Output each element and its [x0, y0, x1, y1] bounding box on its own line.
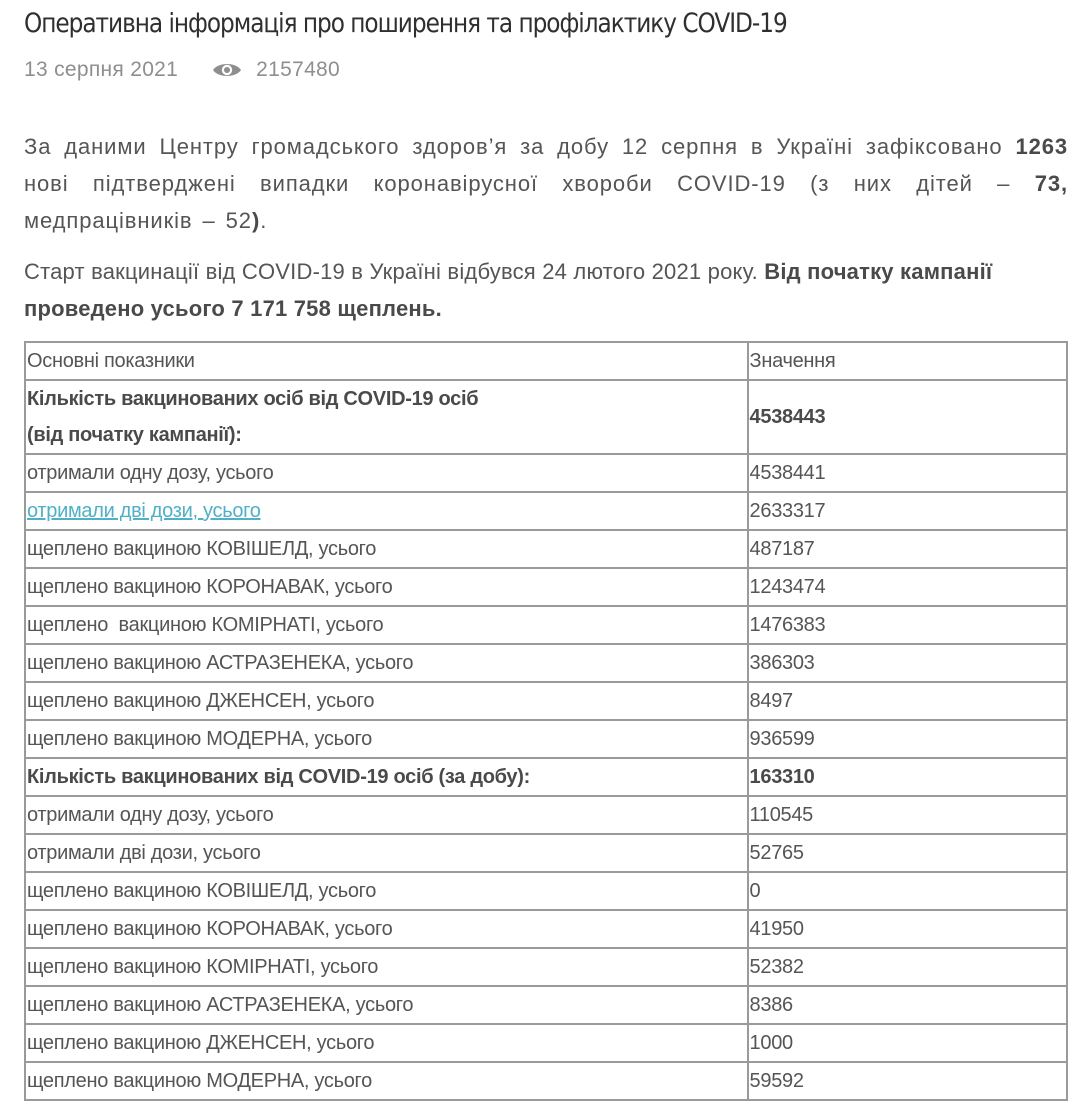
- publish-date: 13 серпня 2021: [24, 58, 179, 81]
- row-label: щеплено вакциною КОВІШЕЛД, усього: [25, 530, 748, 568]
- row-label: щеплено вакциною АСТРАЗЕНЕКА, усього: [25, 986, 748, 1024]
- row-label: щеплено вакциною КОМІРНАТІ, усього: [25, 606, 748, 644]
- row-value: 487187: [748, 530, 1067, 568]
- row-label: отримали одну дозу, усього: [25, 796, 748, 834]
- table-row: [25, 682, 1067, 720]
- section-label: [25, 380, 748, 454]
- new-cases-count: 1263: [1015, 134, 1068, 159]
- paragraph-text: нові підтверджені випадки коронавірусної хвороби COVID-19 (з них дітей –: [24, 171, 1035, 196]
- row-value: 1000: [748, 1024, 1067, 1062]
- row-label: щеплено вакциною ДЖЕНСЕН, усього: [25, 1024, 748, 1062]
- row-value: 41950: [748, 910, 1067, 948]
- table-row: [25, 568, 1067, 606]
- row-value: 59592: [748, 1062, 1067, 1100]
- section-label-line: (від початку кампанії):: [27, 424, 242, 446]
- paragraph-text: .: [260, 208, 268, 233]
- row-label: щеплено вакциною КОВІШЕЛД, усього: [25, 872, 748, 910]
- vaccination-table: [24, 341, 1068, 1101]
- table-row: [25, 1062, 1067, 1100]
- view-count: 2157480: [256, 58, 341, 81]
- table-row: [25, 1024, 1067, 1062]
- row-value: 1476383: [748, 606, 1067, 644]
- row-value: 8497: [748, 682, 1067, 720]
- article: [24, 0, 1068, 1101]
- row-label: щеплено вакциною КОРОНАВАК, усього: [25, 568, 748, 606]
- row-value: 386303: [748, 644, 1067, 682]
- table-row: [25, 834, 1067, 872]
- row-label: отримали одну дозу, усього: [25, 454, 748, 492]
- row-value: 0: [748, 872, 1067, 910]
- row-value: 1243474: [748, 568, 1067, 606]
- children-count: 73,: [1034, 171, 1068, 196]
- column-header-value: Значення: [748, 342, 1067, 380]
- article-meta: [24, 56, 1068, 84]
- row-value: 4538441: [748, 454, 1067, 492]
- row-label: щеплено вакциною ДЖЕНСЕН, усього: [25, 682, 748, 720]
- paragraph-text: ): [251, 208, 261, 233]
- row-label: щеплено вакциною АСТРАЗЕНЕКА, усього: [25, 644, 748, 682]
- row-label: щеплено вакциною МОДЕРНА, усього: [25, 1062, 748, 1100]
- paragraph-text: Старт вакцинації від COVID-19 в Україні відбувся 24 лютого 2021 року.: [24, 259, 765, 284]
- table-row: [25, 796, 1067, 834]
- section-value: 163310: [748, 758, 1067, 796]
- paragraph-text: медпрацівників – 52: [24, 208, 252, 233]
- row-value: 52765: [748, 834, 1067, 872]
- total-shots-text: Від початку кампанії проведено усього 7 171 758 щеплень.: [24, 259, 993, 321]
- section-label: Кількість вакцинованих від COVID-19 осіб (за добу):: [25, 758, 748, 796]
- row-value: 52382: [748, 948, 1067, 986]
- row-label: [25, 492, 748, 530]
- row-value: 936599: [748, 720, 1067, 758]
- two-doses-link[interactable]: отримали дві дози, усього: [27, 500, 261, 522]
- table-row: [25, 492, 1067, 530]
- table-row: [25, 644, 1067, 682]
- row-label: отримали дві дози, усього: [25, 834, 748, 872]
- eye-icon: [212, 60, 242, 80]
- section-value: 4538443: [748, 380, 1067, 454]
- table-row: [25, 948, 1067, 986]
- row-label: щеплено вакциною КОМІРНАТІ, усього: [25, 948, 748, 986]
- row-value: 110545: [748, 796, 1067, 834]
- row-label: щеплено вакциною МОДЕРНА, усього: [25, 720, 748, 758]
- row-value: 8386: [748, 986, 1067, 1024]
- section-label-line: Кількість вакцинованих осіб від COVID-19 осіб: [27, 388, 479, 410]
- table-header-row: [25, 342, 1067, 380]
- table-row: [25, 720, 1067, 758]
- table-section-daily: [25, 758, 1067, 796]
- table-row: [25, 530, 1067, 568]
- row-label: щеплено вакциною КОРОНАВАК, усього: [25, 910, 748, 948]
- table-section-total: [25, 380, 1067, 454]
- table-row: [25, 910, 1067, 948]
- table-row: [25, 454, 1067, 492]
- vaccination-paragraph: [24, 253, 1068, 327]
- column-header-indicators: Основні показники: [25, 342, 748, 380]
- table-row: [25, 872, 1067, 910]
- paragraph-text: За даними Центру громадського здоров’я за добу 12 серпня в Україні зафіксовано: [24, 134, 1016, 159]
- row-value: 2633317: [748, 492, 1067, 530]
- cases-paragraph: [24, 128, 1068, 239]
- table-row: [25, 986, 1067, 1024]
- page-title: Оперативна інформація про поширення та профілактику COVID-19: [24, 8, 787, 39]
- table-row: [25, 606, 1067, 644]
